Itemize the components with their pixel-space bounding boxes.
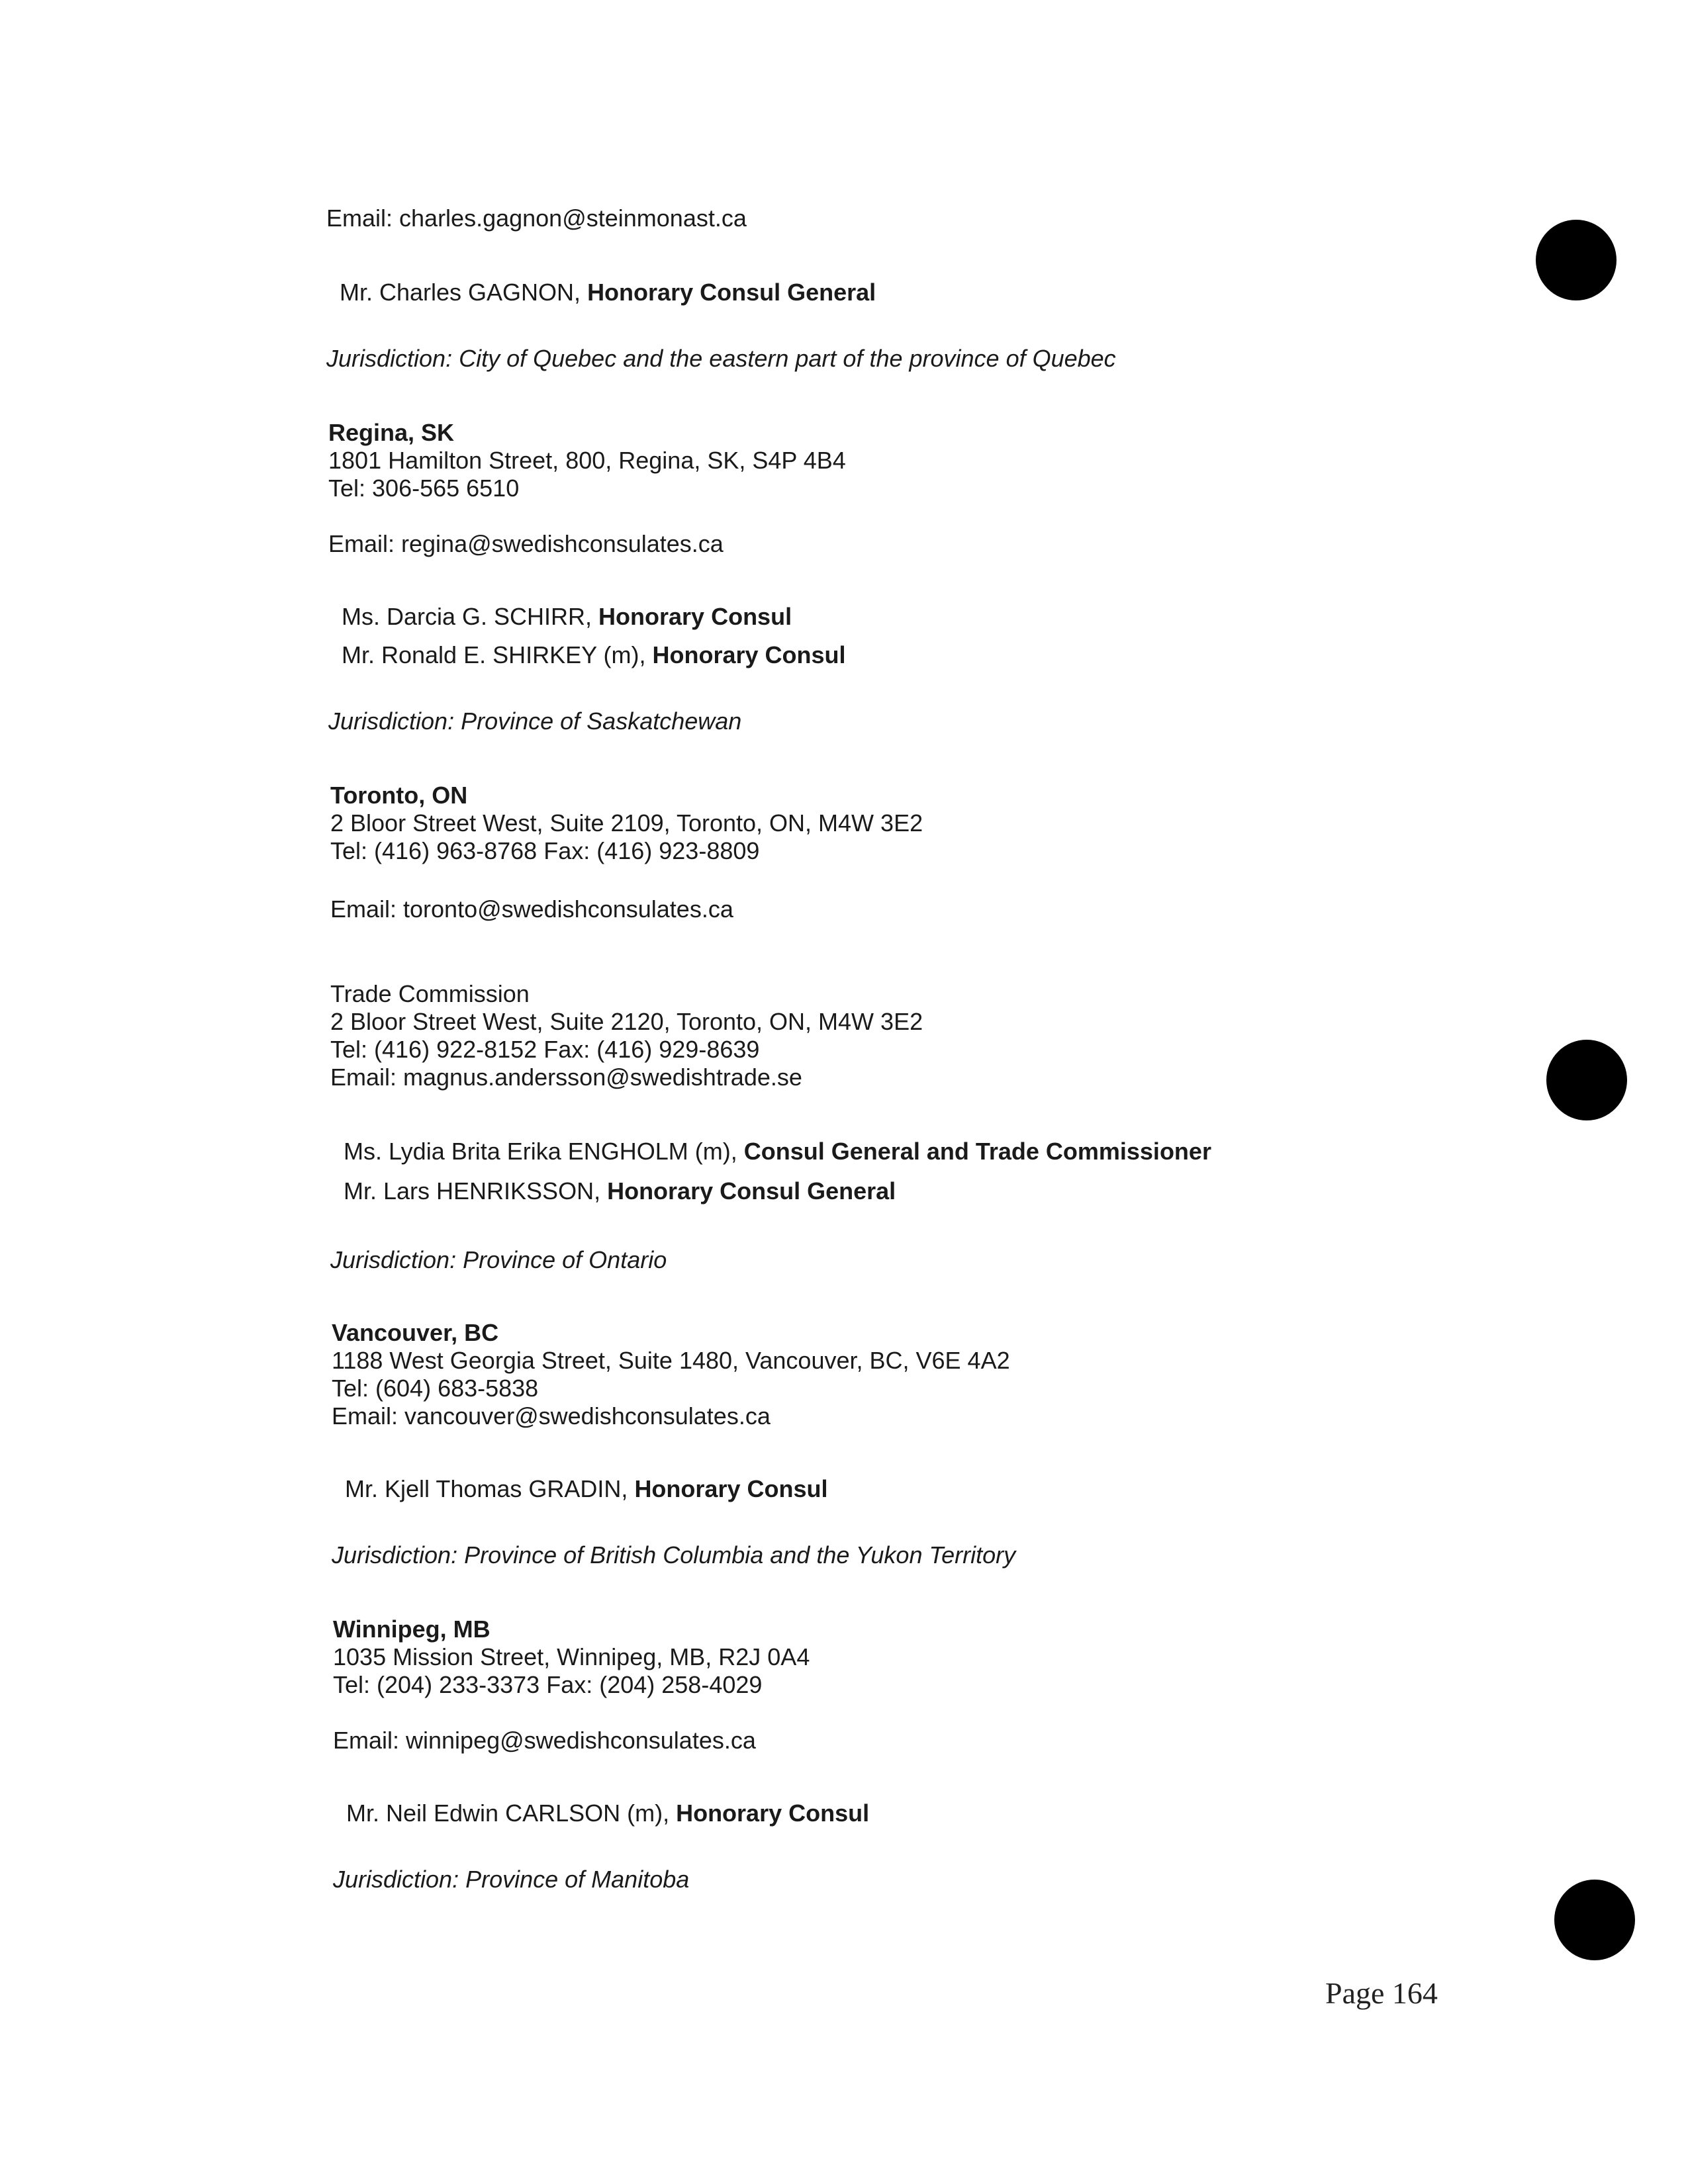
- person-line: [342, 641, 846, 670]
- email-line: Email: charles.gagnon@steinmonast.ca: [326, 205, 747, 232]
- person-name: Ms. Lydia Brita Erika ENGHOLM (m),: [344, 1138, 744, 1165]
- section-heading-winnipeg: Winnipeg, MB: [333, 1615, 491, 1643]
- person-name: Mr. Lars HENRIKSSON,: [344, 1177, 608, 1205]
- jurisdiction-line: [333, 1865, 689, 1894]
- person-name: Mr. Charles GAGNON,: [340, 279, 588, 306]
- punch-hole: [1546, 1040, 1627, 1120]
- section-heading-regina: Regina, SK: [328, 419, 455, 446]
- person-title: Honorary Consul General: [587, 279, 876, 306]
- jurisdiction-line: [328, 707, 741, 736]
- email-line: Email: winnipeg@swedishconsulates.ca: [333, 1727, 756, 1754]
- jurisdiction-label: Jurisdiction:: [333, 1866, 466, 1893]
- person-line: [344, 1137, 1211, 1166]
- tel-line: Tel: (204) 233-3373 Fax: (204) 258-4029: [333, 1671, 763, 1698]
- email-line: Email: toronto@swedishconsulates.ca: [330, 895, 733, 923]
- tel-line: Tel: (604) 683-5838: [332, 1375, 539, 1402]
- jurisdiction-line: [326, 344, 1116, 373]
- person-name: Mr. Neil Edwin CARLSON (m),: [346, 1799, 677, 1827]
- address-line: 1188 West Georgia Street, Suite 1480, Vancouver, BC, V6E 4A2: [332, 1347, 1010, 1374]
- jurisdiction-value: Province of British Columbia and the Yukon Territory: [464, 1541, 1016, 1569]
- person-line: [346, 1799, 869, 1828]
- person-title: Honorary Consul: [652, 641, 846, 668]
- jurisdiction-line: [330, 1246, 667, 1275]
- person-title: Honorary Consul General: [607, 1177, 896, 1205]
- email-line: Email: regina@swedishconsulates.ca: [328, 530, 724, 557]
- jurisdiction-label: Jurisdiction:: [332, 1541, 465, 1569]
- jurisdiction-label: Jurisdiction:: [326, 345, 459, 372]
- page-number: Page 164: [1325, 1976, 1438, 2010]
- jurisdiction-value: City of Quebec and the eastern part of the province of Quebec: [459, 345, 1116, 372]
- tel-line: Tel: (416) 922-8152 Fax: (416) 929-8639: [330, 1036, 760, 1063]
- address-line: 2 Bloor Street West, Suite 2109, Toronto, ON, M4W 3E2: [330, 809, 923, 837]
- section-heading-toronto: Toronto, ON: [330, 782, 468, 809]
- tel-line: Tel: (416) 963-8768 Fax: (416) 923-8809: [330, 837, 760, 864]
- punch-hole: [1554, 1880, 1635, 1960]
- email-line: Email: vancouver@swedishconsulates.ca: [332, 1402, 771, 1430]
- person-title: Honorary Consul: [634, 1475, 828, 1502]
- person-title: Honorary Consul: [598, 603, 792, 630]
- person-name: Mr. Ronald E. SHIRKEY (m),: [342, 641, 653, 668]
- person-name: Mr. Kjell Thomas GRADIN,: [345, 1475, 635, 1502]
- jurisdiction-value: Province of Manitoba: [465, 1866, 690, 1893]
- person-title: Honorary Consul: [676, 1799, 870, 1827]
- address-line: 1801 Hamilton Street, 800, Regina, SK, S4P 4B4: [328, 447, 846, 474]
- person-line: [340, 278, 876, 307]
- tel-line: Tel: 306-565 6510: [328, 475, 520, 502]
- trade-commission-name: Trade Commission: [330, 980, 530, 1007]
- person-title: Consul General and Trade Commissioner: [743, 1138, 1211, 1165]
- jurisdiction-value: Province of Saskatchewan: [461, 707, 742, 735]
- person-line: [342, 602, 792, 631]
- jurisdiction-line: [332, 1541, 1015, 1570]
- address-line: 1035 Mission Street, Winnipeg, MB, R2J 0A4: [333, 1643, 810, 1670]
- section-heading-vancouver: Vancouver, BC: [332, 1319, 499, 1346]
- punch-hole: [1536, 220, 1617, 300]
- person-line: [344, 1177, 896, 1206]
- jurisdiction-label: Jurisdiction:: [328, 707, 461, 735]
- person-name: Ms. Darcia G. SCHIRR,: [342, 603, 599, 630]
- person-line: [345, 1475, 827, 1504]
- email-line: Email: magnus.andersson@swedishtrade.se: [330, 1064, 802, 1091]
- jurisdiction-value: Province of Ontario: [463, 1246, 667, 1273]
- jurisdiction-label: Jurisdiction:: [330, 1246, 463, 1273]
- address-line: 2 Bloor Street West, Suite 2120, Toronto, ON, M4W 3E2: [330, 1008, 923, 1035]
